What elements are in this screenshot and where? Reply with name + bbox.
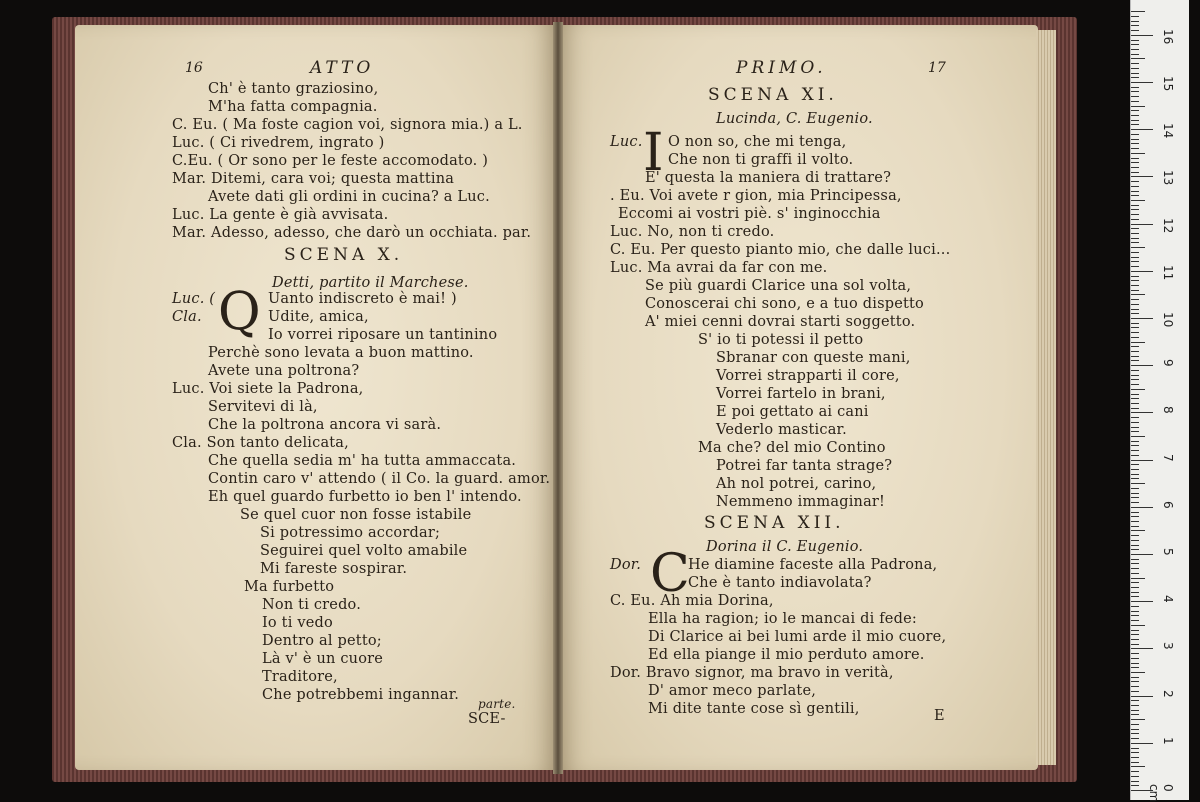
ruler-tick (1131, 771, 1139, 772)
ruler-label: 0 cm (1147, 784, 1175, 802)
ruler-tick (1131, 49, 1139, 50)
book-gutter (553, 22, 563, 774)
page-number-right: 17 (928, 60, 946, 76)
text-line: E' questa la maniera di trattare? (645, 170, 892, 186)
text-line: . Eu. Voi avete r gion, mia Principessa, (610, 188, 902, 204)
text-line: Eccomi ai vostri piè. s' inginocchia (618, 206, 881, 222)
ruler-tick (1131, 337, 1139, 338)
ruler-tick (1131, 582, 1139, 583)
ruler-tick (1131, 417, 1139, 418)
ruler-tick (1131, 781, 1139, 782)
ruler-tick (1131, 58, 1145, 59)
ruler-tick (1131, 563, 1139, 564)
ruler-tick (1131, 285, 1139, 286)
ruler-tick (1131, 290, 1139, 291)
text-line: Mar. Adesso, adesso, che darò un occhiata. par. (172, 225, 532, 241)
text-line: Che è tanto indiavolata? (688, 575, 872, 591)
text-line: Là v' è un cuore (262, 651, 384, 667)
ruler-tick (1131, 672, 1145, 673)
ruler-label: 8 (1161, 406, 1175, 415)
ruler-tick (1131, 271, 1153, 272)
ruler-tick (1131, 658, 1139, 659)
ruler-tick (1131, 681, 1139, 682)
measurement-ruler (1130, 0, 1189, 800)
ruler-tick (1131, 96, 1139, 97)
ruler-tick (1131, 606, 1139, 607)
ruler-tick (1131, 483, 1145, 484)
ruler-tick (1131, 540, 1139, 541)
ruler-label: 15 (1161, 76, 1175, 92)
text-line: Contin caro v' attendo ( il Co. la guard. amor. (208, 471, 551, 487)
ruler-tick (1131, 691, 1139, 692)
running-head-left: ATTO (310, 58, 375, 78)
ruler-tick (1131, 408, 1139, 409)
ruler-tick (1131, 596, 1139, 597)
ruler-tick (1131, 91, 1139, 92)
ruler-tick (1131, 40, 1139, 41)
ruler-tick (1131, 460, 1153, 461)
ruler-tick (1131, 143, 1139, 144)
ruler-label: 10 (1161, 312, 1175, 328)
ruler-tick (1131, 134, 1139, 135)
text-line: Perchè sono levata a buon mattino. (208, 345, 474, 361)
text-line: Io ti vedo (262, 615, 333, 631)
ruler-tick (1131, 176, 1153, 177)
ruler-tick (1131, 488, 1139, 489)
ruler-tick (1131, 663, 1139, 664)
ruler-tick (1131, 478, 1139, 479)
running-head-right: PRIMO. (736, 58, 827, 78)
text-line: Luc. La gente è già avvisata. (172, 207, 389, 223)
text-line: Udite, amica, (268, 309, 369, 325)
ruler-tick (1131, 327, 1139, 328)
ruler-tick (1131, 148, 1139, 149)
ruler-tick (1131, 346, 1139, 347)
signature-mark: E (934, 708, 945, 724)
ruler-tick (1131, 261, 1139, 262)
text-line: A' miei cenni dovrai starti soggetto. (645, 314, 916, 330)
ruler-tick (1131, 545, 1139, 546)
text-line: Vorrei fartelo in brani, (716, 386, 886, 402)
text-line: Vorrei strapparti il core, (716, 368, 900, 384)
ruler-tick (1131, 158, 1139, 159)
ruler-tick (1131, 724, 1139, 725)
ruler-tick (1131, 719, 1145, 720)
ruler-tick (1131, 68, 1139, 69)
ruler-label: 11 (1161, 264, 1175, 281)
ruler-tick (1131, 120, 1139, 121)
ruler-tick (1131, 186, 1139, 187)
text-line: Eh quel guardo furbetto io ben l' intendo. (208, 489, 522, 505)
ruler-tick (1131, 101, 1139, 102)
ruler-tick (1131, 309, 1139, 310)
text-line: C. Eu. ( Ma foste cagion voi, signora mia.) a L. (172, 117, 523, 133)
ruler-tick (1131, 247, 1145, 248)
ruler-tick (1131, 412, 1153, 413)
speaker-label: Cla. (172, 309, 202, 325)
ruler-tick (1131, 351, 1139, 352)
text-line: C. Eu. Ah mia Dorina, (610, 593, 774, 609)
ruler-tick (1131, 686, 1139, 687)
ruler-tick (1131, 313, 1139, 314)
text-line: Dor. Bravo signor, ma bravo in verità, (610, 665, 894, 681)
text-line: Luc. ( Ci rivedrem, ingrato ) (172, 135, 385, 151)
ruler-tick (1131, 73, 1139, 74)
text-line: Ah nol potrei, carino, (716, 476, 877, 492)
ruler-tick (1131, 667, 1139, 668)
ruler-tick (1131, 162, 1139, 163)
ruler-tick (1131, 592, 1139, 593)
stage-direction: parte. (478, 697, 516, 711)
ruler-tick (1131, 625, 1145, 626)
ruler-tick (1131, 233, 1139, 234)
text-line: Potrei far tanta strage? (716, 458, 893, 474)
ruler-tick (1131, 370, 1139, 371)
ruler-tick (1131, 450, 1139, 451)
text-line: Ch' è tanto graziosino, (208, 81, 379, 97)
ruler-tick (1131, 748, 1139, 749)
ruler-tick (1131, 214, 1139, 215)
ruler-tick (1131, 502, 1139, 503)
ruler-tick (1131, 252, 1139, 253)
ruler-tick (1131, 573, 1139, 574)
ruler-tick (1131, 365, 1153, 366)
page-number-left: 16 (185, 60, 203, 76)
ruler-tick (1131, 752, 1139, 753)
text-line: Di Clarice ai bei lumi arde il mio cuore, (648, 629, 947, 645)
text-line: Se quel cuor non fosse istabile (240, 507, 472, 523)
ruler-tick (1131, 394, 1139, 395)
ruler-tick (1131, 389, 1145, 390)
ruler-label: 14 (1161, 123, 1175, 139)
text-line: D' amor meco parlate, (648, 683, 817, 699)
text-line: Ed ella piange il mio perduto amore. (648, 647, 925, 663)
text-line: Io vorrei riposare un tantinino (268, 327, 498, 343)
ruler-tick (1131, 318, 1153, 319)
stage-direction: Dorina il C. Eugenio. (706, 539, 864, 555)
ruler-tick (1131, 304, 1139, 305)
ruler-tick (1131, 422, 1139, 423)
ruler-tick (1131, 398, 1139, 399)
ruler-label: 3 (1161, 642, 1175, 651)
ruler-tick (1131, 526, 1139, 527)
stage-direction: Detti, partito il Marchese. (272, 275, 469, 291)
ruler-tick (1131, 77, 1139, 78)
ruler-tick (1131, 205, 1139, 206)
scene-heading: SCENA XII. (704, 513, 845, 533)
ruler-tick (1131, 474, 1139, 475)
text-line: Luc. No, non ti credo. (610, 224, 775, 240)
text-line: Sbranar con queste mani, (716, 350, 911, 366)
ruler-label: 2 (1161, 689, 1175, 698)
text-line: Luc. Ma avrai da far con me. (610, 260, 828, 276)
scene-heading: SCENA XI. (708, 85, 838, 105)
text-line: Che potrebbemi ingannar. (262, 687, 460, 703)
ruler-tick (1131, 209, 1139, 210)
ruler-label: 12 (1161, 217, 1175, 233)
ruler-tick (1131, 705, 1139, 706)
ruler-tick (1131, 653, 1139, 654)
ruler-tick (1131, 587, 1139, 588)
text-line: Che non ti graffi il volto. (668, 152, 854, 168)
ruler-tick (1131, 700, 1139, 701)
ruler-tick (1131, 427, 1139, 428)
text-line: Luc. Voi siete la Padrona, (172, 381, 364, 397)
ruler-tick (1131, 766, 1145, 767)
speaker-label: Luc. (610, 134, 643, 150)
ruler-tick (1131, 257, 1139, 258)
ruler-label: 6 (1161, 500, 1175, 509)
ruler-tick (1131, 323, 1139, 324)
ruler-tick (1131, 578, 1145, 579)
text-line: Ella ha ragion; io le mancai di fede: (648, 611, 917, 627)
scene-heading: SCENA X. (284, 245, 404, 265)
ruler-tick (1131, 733, 1139, 734)
text-line: Avete dati gli ordini in cucina? a Luc. (208, 189, 490, 205)
ruler-tick (1131, 559, 1139, 560)
ruler-tick (1131, 124, 1139, 125)
text-line: C.Eu. ( Or sono per le feste accomodato. ) (172, 153, 489, 169)
ruler-tick (1131, 30, 1139, 31)
text-line: Traditore, (262, 669, 338, 685)
ruler-tick (1131, 441, 1139, 442)
ruler-tick (1131, 181, 1139, 182)
text-line: Uanto indiscreto è mai! ) (268, 291, 457, 307)
text-line: He diamine faceste alla Padrona, (688, 557, 938, 573)
ruler-tick (1131, 35, 1153, 36)
ruler-label: 4 (1161, 595, 1175, 603)
ruler-label: 7 (1161, 453, 1175, 462)
ruler-tick (1131, 507, 1153, 508)
ruler-tick (1131, 25, 1139, 26)
text-line: M'ha fatta compagnia. (208, 99, 378, 115)
catchword: SCE- (468, 711, 506, 727)
text-line: S' io ti potessi il petto (698, 332, 864, 348)
ruler-tick (1131, 242, 1139, 243)
ruler-tick (1131, 44, 1139, 45)
text-line: Non ti credo. (262, 597, 362, 613)
ruler-tick (1131, 512, 1139, 513)
ruler-tick (1131, 332, 1139, 333)
ruler-tick (1131, 630, 1139, 631)
ruler-tick (1131, 554, 1153, 555)
ruler-tick (1131, 762, 1139, 763)
page-edges (1036, 30, 1056, 765)
ruler-tick (1131, 356, 1139, 357)
ruler-tick (1131, 464, 1139, 465)
ruler-tick (1131, 82, 1153, 83)
ruler-tick (1131, 757, 1139, 758)
ruler-tick (1131, 195, 1139, 196)
ruler-tick (1131, 375, 1139, 376)
ruler-tick (1131, 54, 1139, 55)
text-line: Avete una poltrona? (208, 363, 360, 379)
ruler-tick (1131, 644, 1139, 645)
ruler-tick (1131, 493, 1139, 494)
ruler-tick (1131, 153, 1145, 154)
ruler-tick (1131, 497, 1139, 498)
ruler-tick (1131, 342, 1145, 343)
ruler-tick (1131, 167, 1139, 168)
ruler-tick (1131, 455, 1139, 456)
ruler-tick (1131, 16, 1139, 17)
ruler-tick (1131, 294, 1145, 295)
ruler-tick (1131, 521, 1139, 522)
ruler-tick (1131, 639, 1139, 640)
ruler-tick (1131, 403, 1139, 404)
ruler-tick (1131, 379, 1139, 380)
speaker-label: Luc. ( (172, 291, 216, 307)
ruler-tick (1131, 785, 1139, 786)
stage-direction: Lucinda, C. Eugenio. (716, 111, 873, 127)
ruler-tick (1131, 360, 1139, 361)
ruler-tick (1131, 436, 1145, 437)
ruler-tick (1131, 87, 1139, 88)
text-line: Mi fareste sospirar. (260, 561, 408, 577)
drop-cap: I (643, 123, 664, 183)
ruler-tick (1131, 776, 1139, 777)
text-line: Conoscerai chi sono, e a tuo dispetto (645, 296, 924, 312)
ruler-tick (1131, 469, 1139, 470)
ruler-tick (1131, 445, 1139, 446)
ruler-label: 13 (1161, 170, 1175, 186)
ruler-tick (1131, 115, 1139, 116)
ruler-tick (1131, 384, 1139, 385)
drop-cap: Q (218, 282, 261, 342)
ruler-tick (1131, 224, 1153, 225)
ruler-tick (1131, 549, 1139, 550)
ruler-tick (1131, 238, 1139, 239)
ruler-tick (1131, 743, 1153, 744)
text-line: Ma che? del mio Contino (698, 440, 886, 456)
text-line: Cla. Son tanto delicata, (172, 435, 349, 451)
ruler-tick (1131, 21, 1139, 22)
ruler-tick (1131, 677, 1139, 678)
ruler-tick (1131, 710, 1139, 711)
text-line: Mar. Ditemi, cara voi; questa mattina (172, 171, 455, 187)
ruler-tick (1131, 601, 1153, 602)
text-line: Vederlo masticar. (716, 422, 847, 438)
ruler-tick (1131, 280, 1139, 281)
ruler-tick (1131, 729, 1139, 730)
ruler-tick (1131, 110, 1139, 111)
ruler-tick (1131, 568, 1139, 569)
ruler-tick (1131, 620, 1139, 621)
ruler-tick (1131, 299, 1139, 300)
ruler-tick (1131, 535, 1139, 536)
text-line: Se più guardi Clarice una sol volta, (645, 278, 912, 294)
ruler-tick (1131, 530, 1145, 531)
drop-cap: C (650, 544, 690, 604)
ruler-tick (1131, 139, 1139, 140)
text-line: Che la poltrona ancora vi sarà. (208, 417, 442, 433)
text-line: E poi gettato ai cani (716, 404, 869, 420)
text-line: Si potressimo accordar; (260, 525, 441, 541)
text-line: Nemmeno immaginar! (716, 494, 886, 510)
ruler-tick (1131, 129, 1153, 130)
ruler-tick (1131, 648, 1153, 649)
ruler-tick (1131, 516, 1139, 517)
ruler-label: 5 (1161, 548, 1175, 556)
ruler-label: 1 (1161, 736, 1175, 745)
ruler-tick (1131, 172, 1139, 173)
ruler-tick (1131, 696, 1153, 697)
ruler-tick (1131, 106, 1145, 107)
text-line: Dentro al petto; (262, 633, 382, 649)
ruler-tick (1131, 611, 1139, 612)
speaker-label: Dor. (610, 557, 642, 573)
text-line: Ma furbetto (244, 579, 335, 595)
ruler-tick (1131, 191, 1139, 192)
ruler-tick (1131, 228, 1139, 229)
ruler-tick (1131, 738, 1139, 739)
text-line: C. Eu. Per questo pianto mio, che dalle luci... (610, 242, 951, 258)
ruler-tick (1131, 634, 1139, 635)
text-line: Mi dite tante cose sì gentili, (648, 701, 860, 717)
ruler-tick (1131, 219, 1139, 220)
ruler-label: 9 (1161, 359, 1175, 367)
text-line: O non so, che mi tenga, (668, 134, 847, 150)
ruler-tick (1131, 615, 1139, 616)
ruler-tick (1131, 276, 1139, 277)
text-line: Seguirei quel volto amabile (260, 543, 468, 559)
ruler-tick (1131, 200, 1145, 201)
text-line: Che quella sedia m' ha tutta ammaccata. (208, 453, 517, 469)
ruler-tick (1131, 266, 1139, 267)
ruler-tick (1131, 63, 1139, 64)
ruler-label: 16 (1161, 28, 1175, 45)
ruler-tick (1131, 431, 1139, 432)
text-line: Servitevi di là, (208, 399, 318, 415)
ruler-tick (1131, 714, 1139, 715)
ruler-tick (1131, 11, 1145, 12)
